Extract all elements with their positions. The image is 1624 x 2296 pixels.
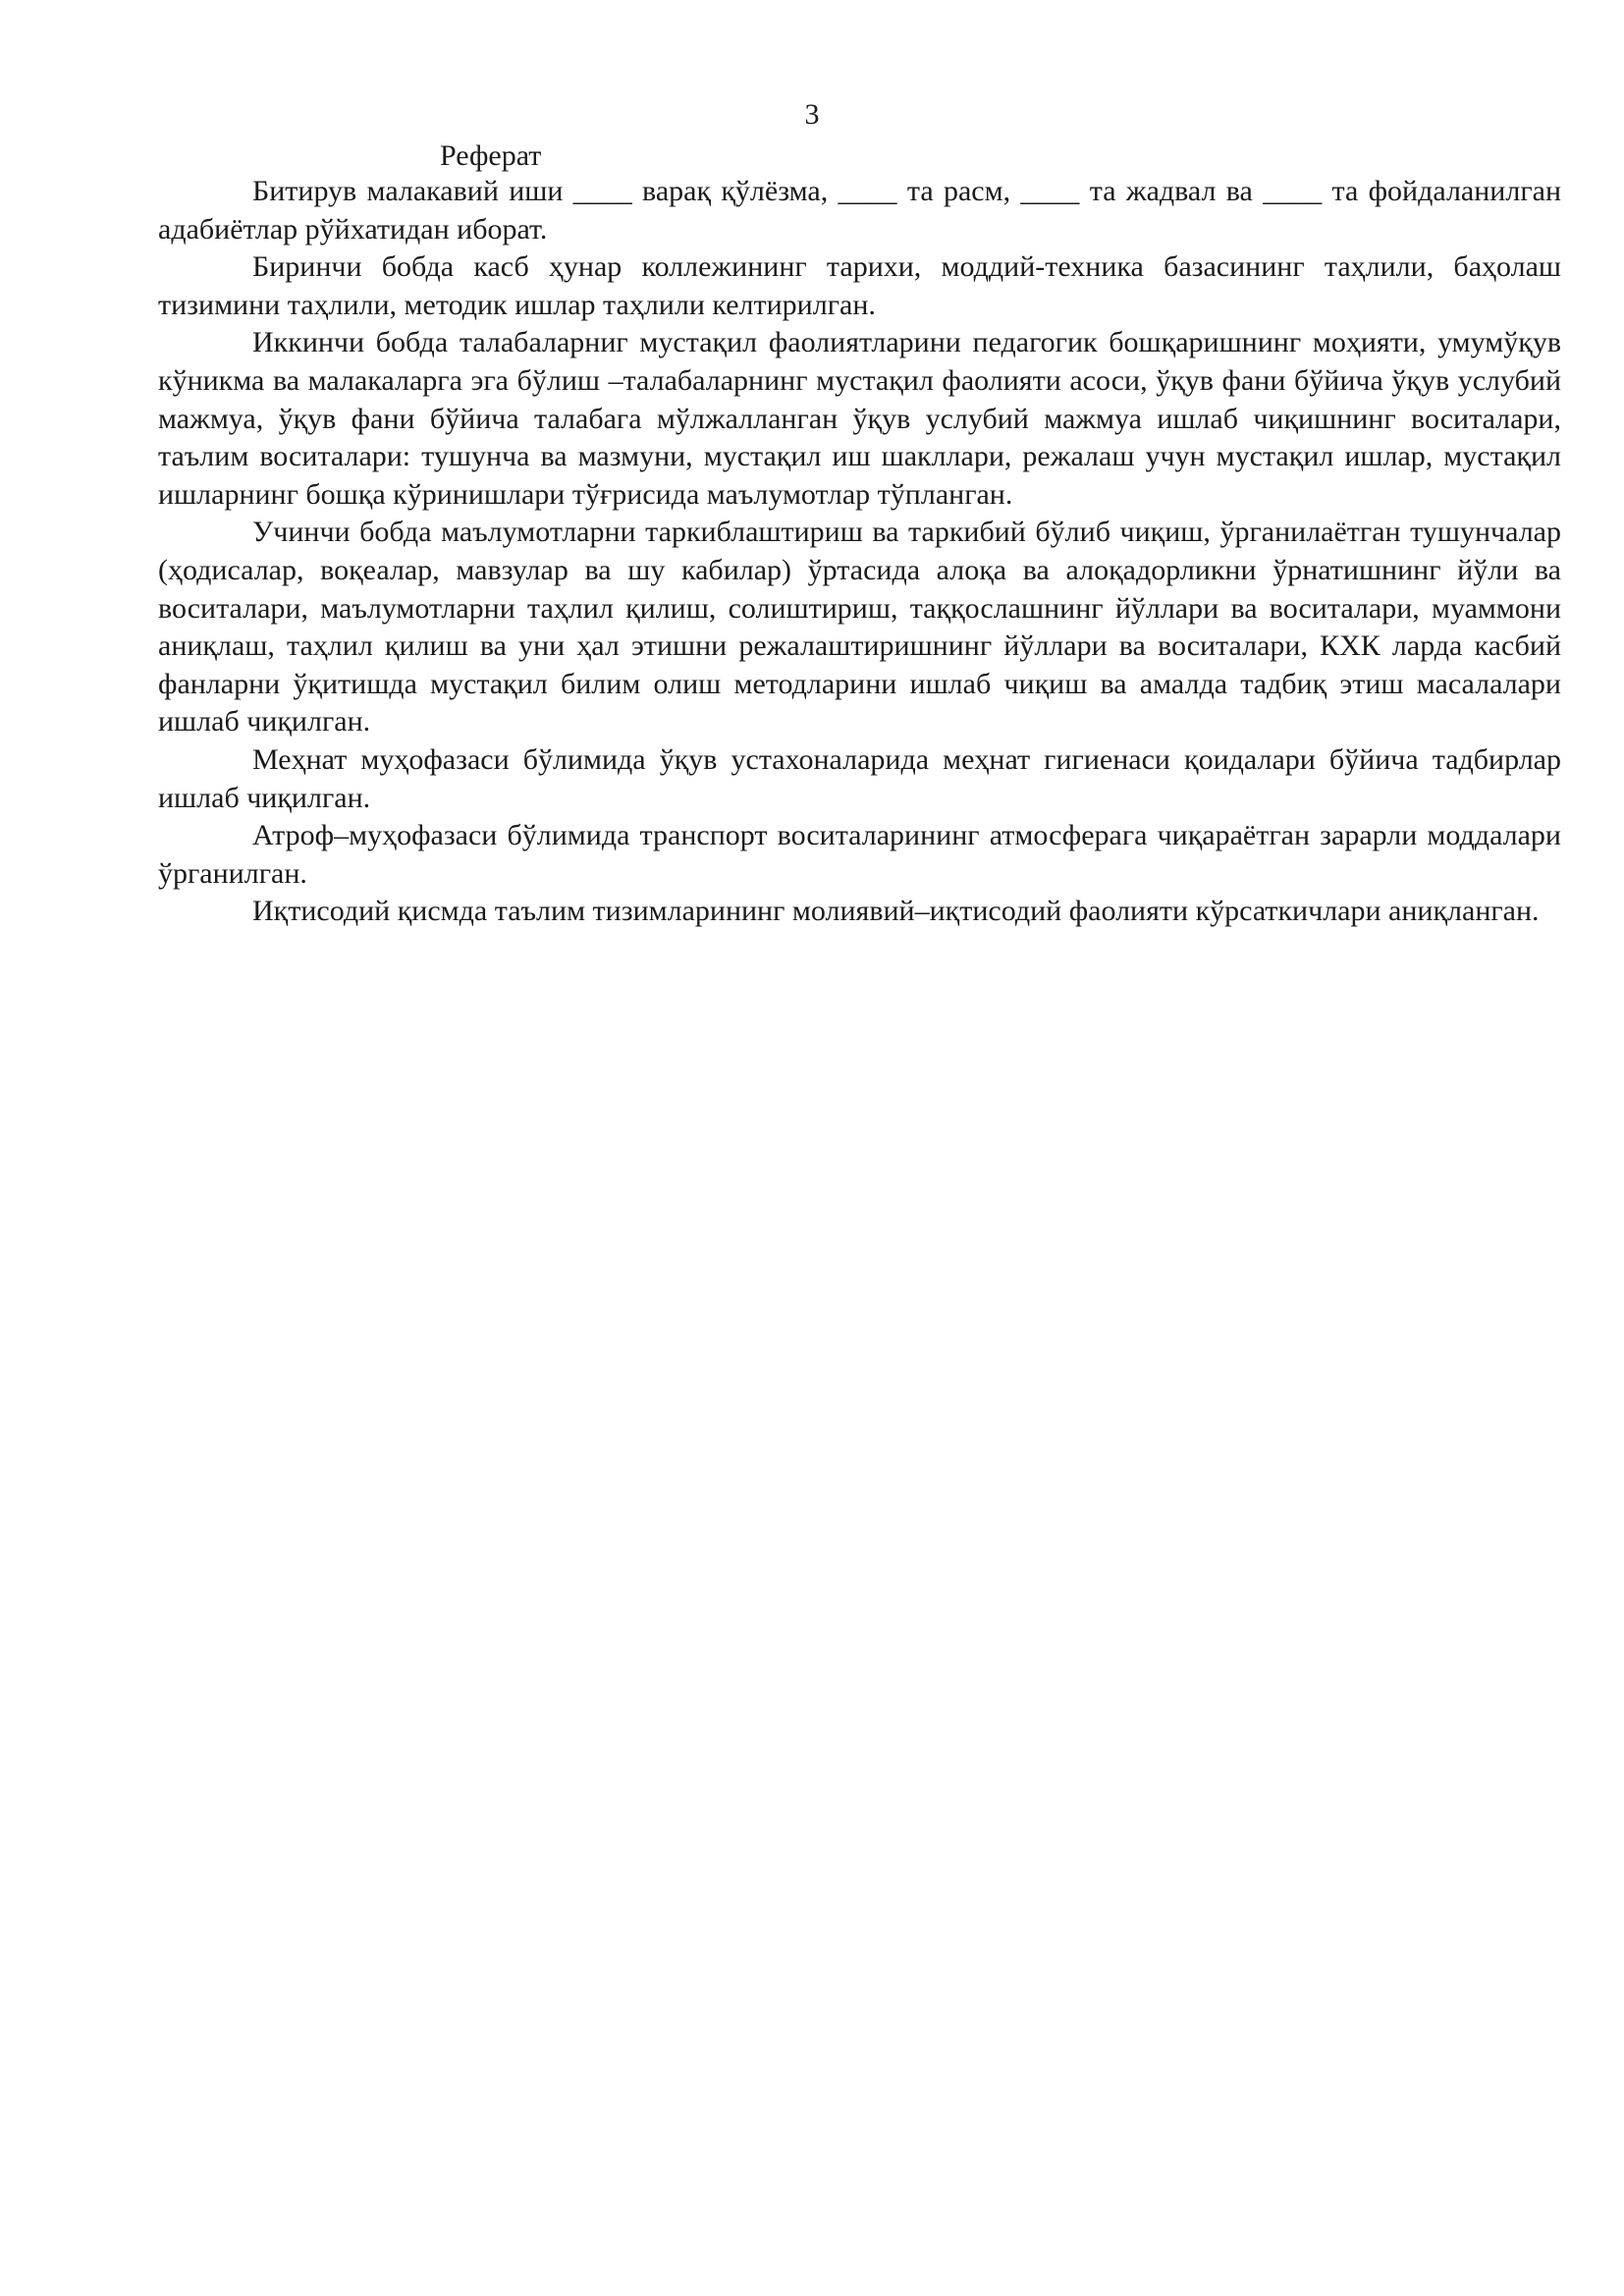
paragraph-labor-protection: Меҳнат муҳофазаси бўлимида ўқув устахоналарида меҳнат гигиенаси қоидалари бўйича тадбирлар ишлаб чиқилган. [158,742,1561,814]
paragraph-summary: Битирув малакавий иши ____ варақ қўлёзма, ____ та расм, ____ та жадвал ва ____ та фойдаланилган адабиётлар рўйхатидан иборат. [158,175,1561,246]
paragraph-chapter-one: Биринчи бобда касб ҳунар коллежининг тарихи, моддий-техника базасининг таҳлили, баҳолаш тизимини таҳлили, методик ишлар таҳлили келтирилган. [158,250,1561,321]
paragraph-chapter-three: Учинчи бобда маълумотларни таркиблаштириш ва таркибий бўлиб чиқиш, ўрганилаётган тушунчалар (ҳодисалар, воқеалар, мавзулар ва шу кабилар) ўртасида алоқа ва алоқадорликни ўрнатишнинг йўли ва воситалари, маълумотларни таҳлил қилиш, солиштириш, таққослашнинг йўллари ва воситалари, муаммони аниқлаш, таҳлил қилиш ва уни ҳал этишни режалаштиришнинг йўллари ва воситалари, КХК ларда касбий фанларни ўқитишда мустақил билим олиш методларини ишлаб чиқиш ва амалда тадбиқ этиш масалалари ишлаб чиқилган. [158,516,1561,738]
paragraph-chapter-two: Иккинчи бобда талабаларниг мустақил фаолиятларини педагогик бошқаришнинг моҳияти, умумўқув кўникма ва малакаларга эга бўлиш –талабаларнинг мустақил фаолияти асоси, ўқув фани бўйича ўқув услубий мажмуа, ўқув фани бўйича талабага мўлжалланган ўқув услубий мажмуа ишлаб чиқишнинг воситалари, таълим воситалари: тушунча ва мазмуни, мустақил иш шакллари, режалаш учун мустақил ишлар, мустақил ишларнинг бошқа кўринишлари тўғрисида маълумотлар тўпланган. [158,326,1561,511]
page-number: 3 [804,98,820,131]
paragraph-environment: Атроф–муҳофазаси бўлимида транспорт воситаларининг атмосферага чиқараётган зарарли моддалари ўрганилган. [158,819,1561,890]
paragraph-economics: Иқтисодий қисмда таълим тизимларининг молиявий–иқтисодий фаолияти кўрсаткичлари аниқланган. [252,895,1540,928]
document-body [158,173,1561,931]
document-title: Реферат [440,139,542,172]
